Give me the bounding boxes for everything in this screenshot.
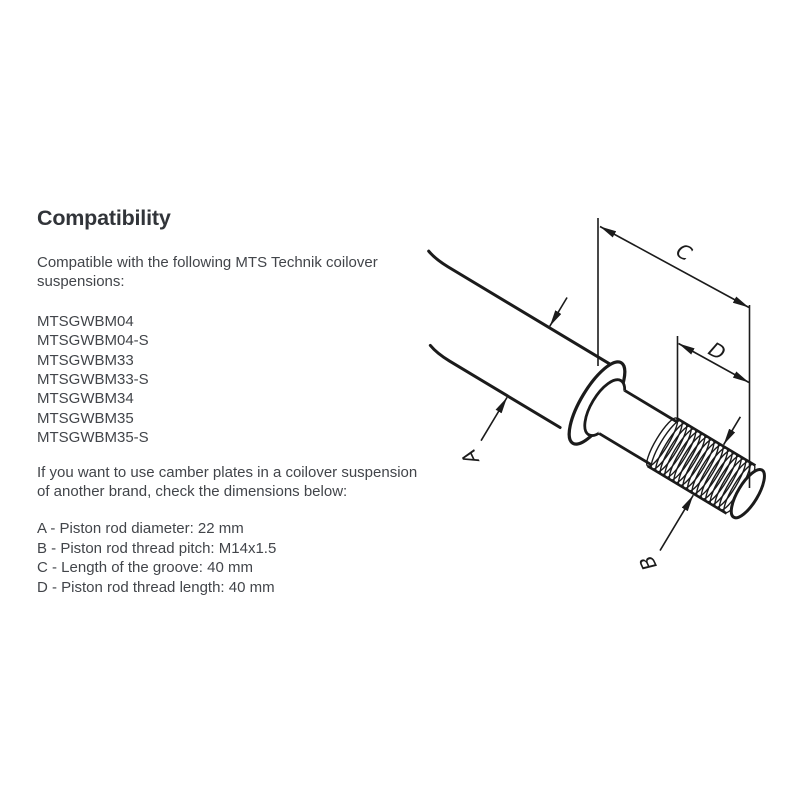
model-item: MTSGWBM34: [37, 390, 134, 408]
dimension-b-upper-arrow: [724, 417, 741, 445]
dimension-label-d: D: [704, 336, 730, 366]
model-item: MTSGWBM04-S: [37, 332, 149, 350]
rod-top-edge: [427, 251, 612, 364]
dimension-item: C - Length of the groove: 40 mm: [37, 559, 253, 577]
intro-line: suspensions:: [37, 273, 125, 291]
dimension-a-leader: [481, 397, 507, 440]
model-item: MTSGWBM35-S: [37, 429, 149, 447]
model-item: MTSGWBM35: [37, 409, 134, 427]
intro-line: Compatible with the following MTS Technik coilover: [37, 254, 378, 271]
dimension-line-c: [600, 227, 749, 308]
model-item: MTSGWBM33-S: [37, 371, 149, 389]
rod-bottom-edge: [429, 345, 562, 427]
dimension-item: D - Piston rod thread length: 40 mm: [37, 578, 275, 596]
piston-rod-body: [358, 224, 795, 579]
dimension-item: B - Piston rod thread pitch: M14x1.5: [37, 539, 277, 557]
dimension-b-leader: [660, 495, 693, 550]
page-title: Compatibility: [37, 206, 171, 230]
dimension-label-b: B: [634, 551, 662, 575]
model-item: MTSGWBM33: [37, 351, 134, 369]
dimension-label-c: C: [671, 238, 697, 266]
note-line: If you want to use camber plates in a coilover suspension: [37, 463, 418, 481]
dimension-label-a: A: [456, 445, 484, 469]
dimension-a-upper-arrow: [550, 298, 567, 327]
model-item: MTSGWBM04: [37, 312, 134, 330]
dimension-item: A - Piston rod diameter: 22 mm: [37, 520, 244, 538]
note-line: of another brand, check the dimensions below:: [37, 483, 348, 501]
